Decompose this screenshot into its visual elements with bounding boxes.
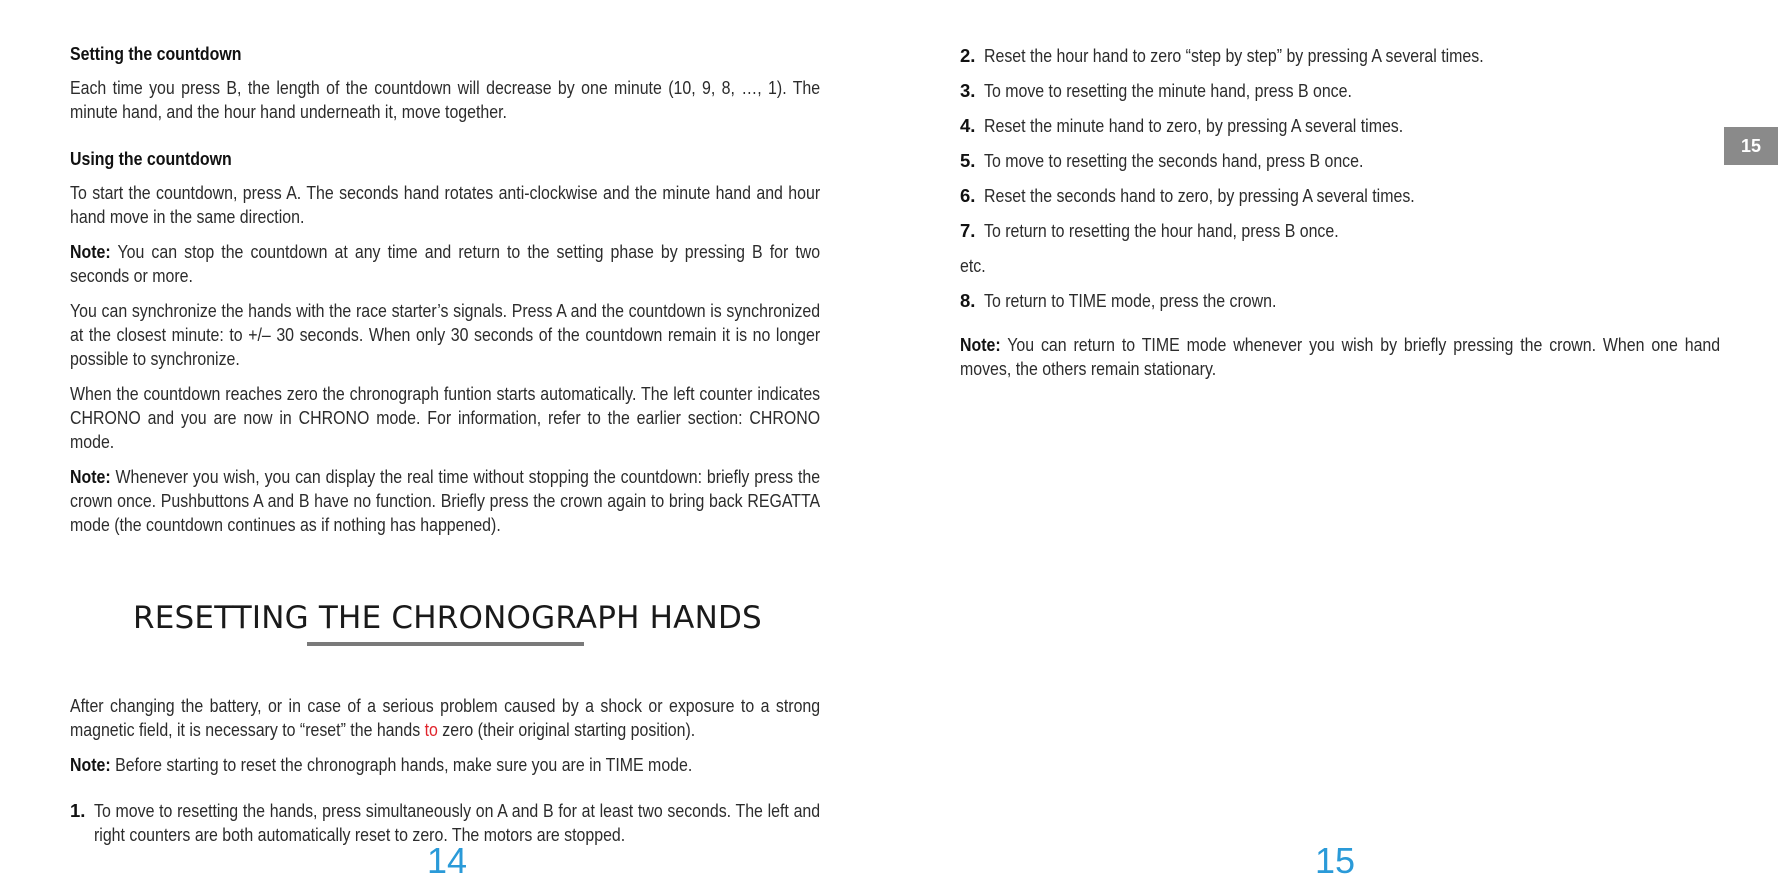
step-6: 6. Reset the seconds hand to zero, by pressing A several times. bbox=[960, 185, 1415, 206]
step-5: 5. To move to resetting the seconds hand, press B once. bbox=[960, 150, 1364, 171]
setting-countdown-heading: Setting the countdown bbox=[70, 43, 242, 64]
note-return-time-mode: Note: You can return to TIME mode whenever you wish by briefly pressing the crown. When one hand moves, the others remain stationary. bbox=[960, 334, 1721, 379]
step-2: 2. Reset the hour hand to zero “step by step” by pressing A several times. bbox=[960, 45, 1484, 66]
using-countdown-heading: Using the countdown bbox=[70, 148, 232, 169]
right-page bbox=[960, 0, 1720, 889]
step-7: 7. To return to resetting the hour hand, press B once. bbox=[960, 220, 1339, 241]
setting-countdown-section bbox=[70, 42, 820, 135]
synchronize-paragraph: You can synchronize the hands with the race starter’s signals. Press A and the countdown is synchronized at the closest minute: to +/– 30 seconds. When only 30 seconds of the countdown remain it is no longer possible to synchronize. bbox=[70, 300, 821, 369]
note-stop-countdown: Note: You can stop the countdown at any time and return to the setting phase by pressing B for two seconds or more. bbox=[70, 241, 821, 286]
using-countdown-section bbox=[70, 147, 820, 548]
note-real-time: Note: Whenever you wish, you can display the real time without stopping the countdown: briefly press the crown once. Pushbuttons A and B have no function. Briefly press the crown again to bring back REGATTA mode (the countdown continues as if nothing has happened). bbox=[70, 466, 821, 535]
resetting-intro-paragraph: After changing the battery, or in case of a serious problem caused by a shock or exposure to a strong magnetic field, it is necessary to “reset” the hands to zero (their original starting position). bbox=[70, 695, 821, 740]
step-4: 4. Reset the minute hand to zero, by pressing A several times. bbox=[960, 115, 1404, 136]
step-8: 8. To return to TIME mode, press the crown. bbox=[960, 290, 1277, 311]
heading-underline bbox=[307, 642, 584, 646]
step-3: 3. To move to resetting the minute hand, press B once. bbox=[960, 80, 1352, 101]
page-number-left: 14 bbox=[427, 840, 468, 881]
page-number-right: 15 bbox=[1315, 840, 1356, 881]
setting-countdown-paragraph: Each time you press B, the length of the countdown will decrease by one minute (10, 9, 8, …, 1). The minute hand, and the hour hand underneath it, move together. bbox=[70, 77, 821, 122]
etc-text: etc. bbox=[960, 255, 986, 276]
left-page bbox=[70, 0, 820, 889]
section-heading: RESETTING THE CHRONOGRAPH HANDS bbox=[133, 600, 762, 636]
step-text: To move to resetting the hands, press simultaneously on A and B for at least two seconds. The left and right counters are both automatically reset to zero. The motors are stopped. bbox=[94, 800, 821, 845]
note-time-mode: Note: Before starting to reset the chronograph hands, make sure you are in TIME mode. bbox=[70, 754, 693, 775]
page-tab: 15 bbox=[1724, 127, 1778, 165]
resetting-section bbox=[70, 694, 820, 858]
highlighted-word: to bbox=[424, 719, 438, 740]
using-countdown-paragraph: To start the countdown, press A. The seconds hand rotates anti-clockwise and the minute hand and hour hand move in the same direction. bbox=[70, 182, 821, 227]
step-number: 1. bbox=[70, 800, 86, 821]
countdown-zero-paragraph: When the countdown reaches zero the chronograph funtion starts automatically. The left counter indicates CHRONO and you are now in CHRONO mode. For information, refer to the earlier section: CHRONO mode. bbox=[70, 383, 821, 452]
steps-list bbox=[960, 44, 1720, 392]
